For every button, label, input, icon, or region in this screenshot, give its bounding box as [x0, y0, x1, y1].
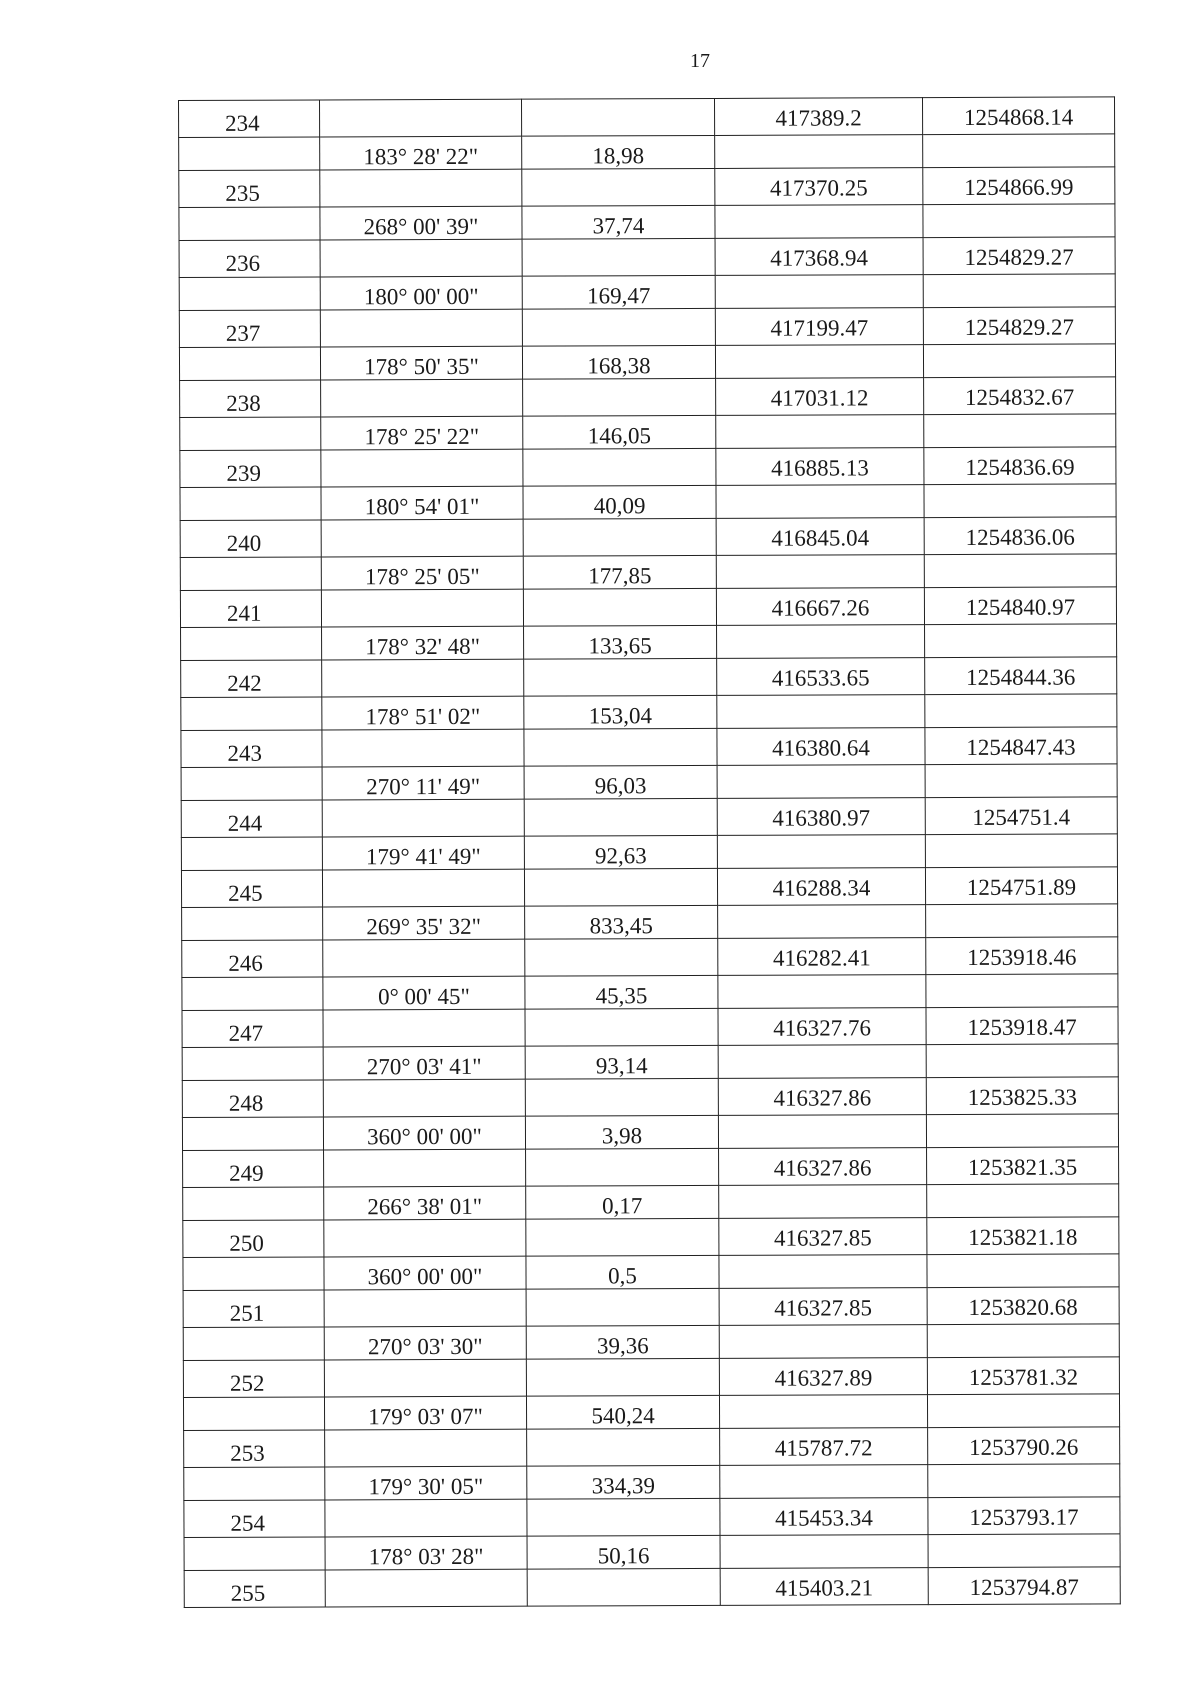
empty-cell — [524, 798, 717, 836]
point-row — [181, 797, 1117, 838]
empty-cell — [183, 1327, 324, 1361]
x-coordinate: 417370.25 — [715, 168, 923, 206]
empty-cell — [719, 1255, 927, 1289]
empty-cell — [924, 484, 1116, 518]
point-number: 242 — [181, 660, 322, 698]
empty-cell — [527, 1568, 720, 1606]
y-coordinate: 1254840.97 — [924, 587, 1116, 625]
x-coordinate: 416282.41 — [718, 938, 926, 976]
point-row — [181, 727, 1117, 768]
point-number: 239 — [180, 450, 321, 488]
segment-distance: 146,05 — [523, 415, 716, 449]
empty-cell — [523, 588, 716, 626]
point-number: 254 — [184, 1500, 325, 1538]
empty-cell — [323, 1009, 525, 1047]
bearing-angle: 269° 35' 32" — [323, 906, 525, 940]
point-number: 251 — [183, 1290, 324, 1328]
point-number: 253 — [184, 1430, 325, 1468]
bearing-angle: 270° 03' 30" — [324, 1326, 526, 1360]
empty-cell — [926, 1114, 1118, 1148]
x-coordinate: 416327.76 — [718, 1008, 926, 1046]
segment-row — [182, 1044, 1118, 1081]
page-number: 17 — [690, 50, 710, 72]
point-row — [179, 307, 1115, 348]
empty-cell — [180, 487, 321, 521]
empty-cell — [926, 974, 1118, 1008]
x-coordinate: 416380.64 — [717, 728, 925, 766]
point-number: 245 — [181, 870, 322, 908]
bearing-angle: 270° 11' 49" — [322, 766, 524, 800]
segment-row — [183, 1184, 1119, 1221]
segment-distance: 168,38 — [522, 345, 715, 379]
empty-cell — [526, 1148, 719, 1186]
bearing-angle: 360° 00' 00" — [324, 1256, 526, 1290]
empty-cell — [719, 1395, 927, 1429]
point-number: 235 — [179, 170, 320, 208]
segment-row — [184, 1534, 1120, 1571]
empty-cell — [716, 555, 924, 589]
bearing-angle: 178° 51' 02" — [322, 696, 524, 730]
point-row — [180, 517, 1116, 558]
point-row — [183, 1287, 1119, 1328]
bearing-angle: 360° 00' 00" — [323, 1116, 525, 1150]
point-row — [180, 587, 1116, 628]
point-number: 241 — [180, 590, 321, 628]
empty-cell — [717, 835, 925, 869]
empty-cell — [527, 1498, 720, 1536]
segment-distance: 833,45 — [525, 905, 718, 939]
segment-row — [181, 764, 1117, 801]
segment-row — [179, 204, 1115, 241]
empty-cell — [923, 274, 1115, 308]
segment-distance: 96,03 — [524, 765, 717, 799]
empty-cell — [526, 1358, 719, 1396]
segment-distance: 37,74 — [522, 205, 715, 239]
empty-cell — [923, 204, 1115, 238]
empty-cell — [715, 345, 923, 379]
empty-cell — [927, 1394, 1119, 1428]
segment-row — [179, 344, 1115, 381]
empty-cell — [521, 98, 714, 136]
y-coordinate: 1253821.18 — [927, 1217, 1119, 1255]
x-coordinate: 416845.04 — [716, 518, 924, 556]
y-coordinate: 1253781.32 — [927, 1357, 1119, 1395]
empty-cell — [526, 1218, 719, 1256]
empty-cell — [322, 659, 524, 697]
empty-cell — [525, 1078, 718, 1116]
y-coordinate: 1254844.36 — [925, 657, 1117, 695]
y-coordinate: 1253820.68 — [927, 1287, 1119, 1325]
point-row — [182, 937, 1118, 978]
empty-cell — [324, 1359, 526, 1397]
point-row — [183, 1217, 1119, 1258]
empty-cell — [179, 277, 320, 311]
bearing-angle: 179° 41' 49" — [322, 836, 524, 870]
y-coordinate: 1254836.69 — [924, 447, 1116, 485]
empty-cell — [925, 624, 1117, 658]
empty-cell — [323, 1079, 525, 1117]
bearing-angle: 179° 03' 07" — [324, 1396, 526, 1430]
point-row — [183, 1147, 1119, 1188]
empty-cell — [524, 868, 717, 906]
segment-distance: 50,16 — [527, 1535, 720, 1569]
coordinates-table — [178, 96, 1121, 1608]
segment-row — [182, 904, 1118, 941]
point-number: 248 — [182, 1080, 323, 1118]
empty-cell — [527, 1428, 720, 1466]
point-row — [183, 1357, 1119, 1398]
empty-cell — [715, 275, 923, 309]
y-coordinate: 1254866.99 — [923, 167, 1115, 205]
empty-cell — [925, 694, 1117, 728]
segment-row — [181, 624, 1117, 661]
point-number: 238 — [180, 380, 321, 418]
empty-cell — [523, 448, 716, 486]
empty-cell — [181, 697, 322, 731]
x-coordinate: 416327.89 — [719, 1358, 927, 1396]
empty-cell — [320, 239, 522, 277]
empty-cell — [522, 168, 715, 206]
empty-cell — [321, 449, 523, 487]
x-coordinate: 417389.2 — [714, 98, 922, 136]
x-coordinate: 416533.65 — [717, 658, 925, 696]
empty-cell — [715, 205, 923, 239]
empty-cell — [325, 1569, 527, 1607]
segment-distance: 39,36 — [526, 1325, 719, 1359]
segment-row — [182, 1114, 1118, 1151]
point-row — [182, 1077, 1118, 1118]
empty-cell — [926, 904, 1118, 938]
empty-cell — [321, 589, 523, 627]
y-coordinate: 1254751.89 — [925, 867, 1117, 905]
segment-row — [184, 1464, 1120, 1501]
empty-cell — [523, 378, 716, 416]
empty-cell — [717, 765, 925, 799]
segment-row — [182, 974, 1118, 1011]
empty-cell — [324, 1149, 526, 1187]
empty-cell — [718, 975, 926, 1009]
empty-cell — [720, 1535, 928, 1569]
y-coordinate: 1253918.47 — [926, 1007, 1118, 1045]
empty-cell — [323, 939, 525, 977]
segment-distance: 169,47 — [522, 275, 715, 309]
segment-distance: 0,5 — [526, 1255, 719, 1289]
x-coordinate: 416885.13 — [716, 448, 924, 486]
point-number: 252 — [183, 1360, 324, 1398]
y-coordinate: 1254832.67 — [924, 377, 1116, 415]
x-coordinate: 415403.21 — [720, 1568, 928, 1606]
empty-cell — [321, 379, 523, 417]
point-number: 247 — [182, 1010, 323, 1048]
x-coordinate: 415787.72 — [720, 1428, 928, 1466]
empty-cell — [717, 695, 925, 729]
empty-cell — [927, 1254, 1119, 1288]
x-coordinate: 417199.47 — [715, 308, 923, 346]
segment-row — [179, 274, 1115, 311]
segment-row — [180, 484, 1116, 521]
empty-cell — [182, 1117, 323, 1151]
segment-distance: 40,09 — [523, 485, 716, 519]
bearing-angle: 179° 30' 05" — [325, 1466, 527, 1500]
segment-distance: 45,35 — [525, 975, 718, 1009]
segment-distance: 92,63 — [524, 835, 717, 869]
segment-row — [179, 134, 1115, 171]
y-coordinate: 1254829.27 — [923, 237, 1115, 275]
empty-cell — [320, 99, 522, 137]
segment-distance: 18,98 — [522, 135, 715, 169]
empty-cell — [183, 1397, 324, 1431]
x-coordinate: 417031.12 — [716, 378, 924, 416]
segment-distance: 177,85 — [523, 555, 716, 589]
empty-cell — [523, 518, 716, 556]
bearing-angle: 178° 50' 35" — [320, 346, 522, 380]
y-coordinate: 1253821.35 — [927, 1147, 1119, 1185]
empty-cell — [322, 729, 524, 767]
empty-cell — [924, 414, 1116, 448]
segment-row — [180, 414, 1116, 451]
bearing-angle: 268° 00' 39" — [320, 206, 522, 240]
empty-cell — [524, 658, 717, 696]
x-coordinate: 415453.34 — [720, 1498, 928, 1536]
empty-cell — [927, 1184, 1119, 1218]
empty-cell — [322, 799, 524, 837]
bearing-angle: 0° 00' 45" — [323, 976, 525, 1010]
segment-distance: 3,98 — [525, 1115, 718, 1149]
empty-cell — [324, 1219, 526, 1257]
point-number: 249 — [183, 1150, 324, 1188]
empty-cell — [179, 137, 320, 171]
point-number: 246 — [182, 940, 323, 978]
segment-row — [180, 554, 1116, 591]
segment-row — [181, 694, 1117, 731]
empty-cell — [525, 938, 718, 976]
point-row — [179, 237, 1115, 278]
bearing-angle: 180° 54' 01" — [321, 486, 523, 520]
bearing-angle: 178° 25' 05" — [321, 556, 523, 590]
segment-row — [181, 834, 1117, 871]
coordinates-table-body — [179, 97, 1121, 1608]
x-coordinate: 416327.85 — [719, 1218, 927, 1256]
x-coordinate: 416327.86 — [719, 1148, 927, 1186]
empty-cell — [718, 1045, 926, 1079]
empty-cell — [181, 767, 322, 801]
empty-cell — [180, 557, 321, 591]
empty-cell — [320, 169, 522, 207]
segment-row — [183, 1394, 1119, 1431]
empty-cell — [924, 554, 1116, 588]
x-coordinate: 416327.85 — [719, 1288, 927, 1326]
point-number: 244 — [181, 800, 322, 838]
point-row — [182, 1007, 1118, 1048]
bearing-angle: 180° 00' 00" — [320, 276, 522, 310]
empty-cell — [179, 207, 320, 241]
point-row — [184, 1427, 1120, 1468]
empty-cell — [522, 238, 715, 276]
point-row — [180, 447, 1116, 488]
segment-distance: 0,17 — [526, 1185, 719, 1219]
segment-distance: 334,39 — [527, 1465, 720, 1499]
x-coordinate: 416380.97 — [717, 798, 925, 836]
empty-cell — [719, 1185, 927, 1219]
y-coordinate: 1253825.33 — [926, 1077, 1118, 1115]
y-coordinate: 1254829.27 — [923, 307, 1115, 345]
point-row — [181, 657, 1117, 698]
empty-cell — [181, 627, 322, 661]
point-row — [184, 1567, 1120, 1608]
segment-distance: 133,65 — [524, 625, 717, 659]
bearing-angle: 178° 03' 28" — [325, 1536, 527, 1570]
empty-cell — [927, 1324, 1119, 1358]
empty-cell — [320, 309, 522, 347]
bearing-angle: 270° 03' 41" — [323, 1046, 525, 1080]
empty-cell — [524, 728, 717, 766]
point-row — [180, 377, 1116, 418]
empty-cell — [180, 417, 321, 451]
segment-row — [183, 1324, 1119, 1361]
segment-distance: 540,24 — [526, 1395, 719, 1429]
y-coordinate: 1254836.06 — [924, 517, 1116, 555]
segment-distance: 153,04 — [524, 695, 717, 729]
y-coordinate: 1253794.87 — [928, 1567, 1120, 1605]
point-row — [179, 167, 1115, 208]
empty-cell — [720, 1465, 928, 1499]
empty-cell — [716, 485, 924, 519]
empty-cell — [718, 905, 926, 939]
y-coordinate: 1254868.14 — [922, 97, 1114, 135]
empty-cell — [525, 1008, 718, 1046]
empty-cell — [718, 1115, 926, 1149]
empty-cell — [526, 1288, 719, 1326]
point-row — [184, 1497, 1120, 1538]
empty-cell — [322, 869, 524, 907]
empty-cell — [182, 907, 323, 941]
empty-cell — [716, 415, 924, 449]
y-coordinate: 1253790.26 — [928, 1427, 1120, 1465]
bearing-angle: 266° 38' 01" — [324, 1186, 526, 1220]
x-coordinate: 416667.26 — [716, 588, 924, 626]
x-coordinate: 416288.34 — [717, 868, 925, 906]
segment-distance: 93,14 — [525, 1045, 718, 1079]
bearing-angle: 178° 25' 22" — [321, 416, 523, 450]
empty-cell — [719, 1325, 927, 1359]
empty-cell — [182, 977, 323, 1011]
point-number: 237 — [179, 310, 320, 348]
empty-cell — [324, 1289, 526, 1327]
empty-cell — [928, 1464, 1120, 1498]
empty-cell — [182, 1047, 323, 1081]
empty-cell — [925, 764, 1117, 798]
y-coordinate: 1254847.43 — [925, 727, 1117, 765]
point-number: 236 — [179, 240, 320, 278]
y-coordinate: 1253793.17 — [928, 1497, 1120, 1535]
y-coordinate: 1254751.4 — [925, 797, 1117, 835]
empty-cell — [184, 1467, 325, 1501]
empty-cell — [717, 625, 925, 659]
point-number: 255 — [184, 1570, 325, 1608]
empty-cell — [184, 1537, 325, 1571]
empty-cell — [522, 308, 715, 346]
empty-cell — [183, 1257, 324, 1291]
empty-cell — [183, 1187, 324, 1221]
empty-cell — [181, 837, 322, 871]
point-number: 240 — [180, 520, 321, 558]
point-row — [179, 97, 1115, 138]
empty-cell — [321, 519, 523, 557]
empty-cell — [715, 135, 923, 169]
point-number: 234 — [179, 100, 320, 138]
empty-cell — [928, 1534, 1120, 1568]
empty-cell — [926, 1044, 1118, 1078]
bearing-angle: 178° 32' 48" — [322, 626, 524, 660]
empty-cell — [325, 1429, 527, 1467]
point-number: 243 — [181, 730, 322, 768]
empty-cell — [923, 344, 1115, 378]
point-number: 250 — [183, 1220, 324, 1258]
x-coordinate: 417368.94 — [715, 238, 923, 276]
empty-cell — [179, 347, 320, 381]
empty-cell — [325, 1499, 527, 1537]
segment-row — [183, 1254, 1119, 1291]
y-coordinate: 1253918.46 — [926, 937, 1118, 975]
empty-cell — [923, 134, 1115, 168]
empty-cell — [925, 834, 1117, 868]
point-row — [181, 867, 1117, 908]
bearing-angle: 183° 28' 22" — [320, 136, 522, 170]
x-coordinate: 416327.86 — [718, 1078, 926, 1116]
